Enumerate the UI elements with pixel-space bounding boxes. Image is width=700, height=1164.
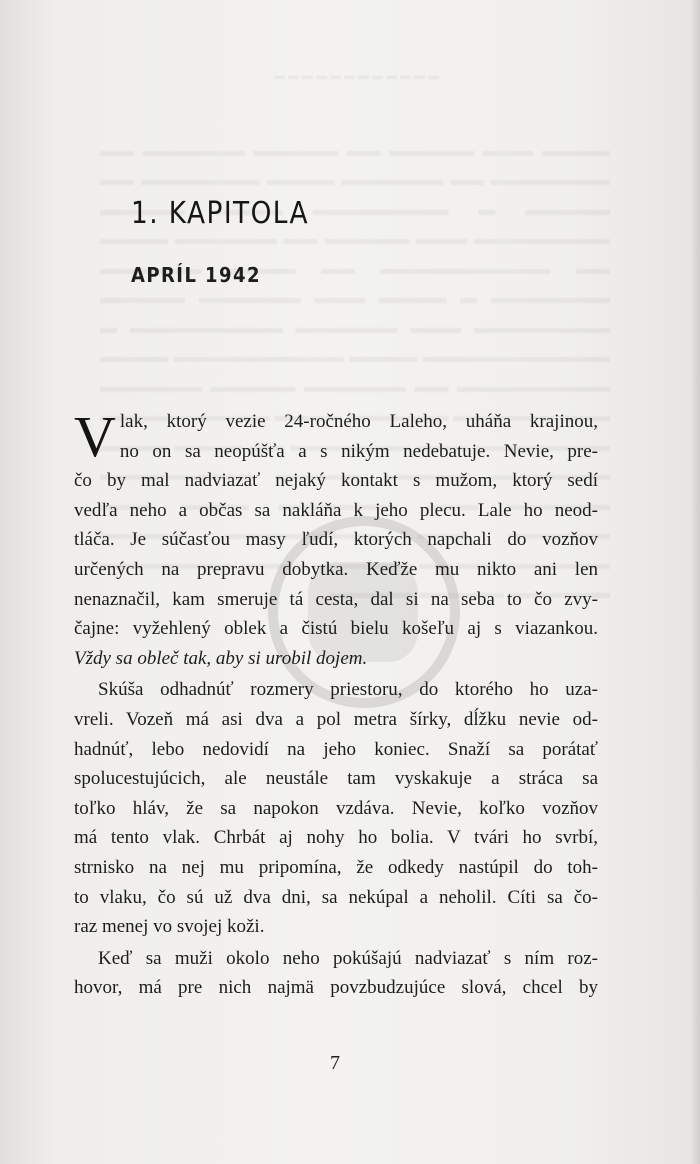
text-line: určených na prepravu dobytka. Keďže mu nikto ani len <box>74 558 598 580</box>
paragraph-3 <box>74 944 598 1003</box>
text-line: Skúša odhadnúť rozmery priestoru, do ktorého ho uza- <box>98 679 598 701</box>
text-line: toľko hláv, že sa napokon vzdáva. Nevie, koľko vozňov <box>74 797 598 819</box>
text-line: čajne: vyžehlený oblek a čistú bielu košeľu aj s viazankou. <box>74 618 598 640</box>
text-line: lak, ktorý vezie 24-ročného Laleho, uháňa krajinou, <box>119 411 598 432</box>
chapter-title: 1. KAPITOLA <box>131 196 309 231</box>
text-line: vreli. Vozeň má asi dva a pol metra šírky, dĺžku nevie od- <box>74 708 598 730</box>
text-line: no on sa neopúšťa a s nikým nedebatuje. Nevie, pre- <box>119 440 598 462</box>
text-line: vedľa neho a občas sa nakláňa k jeho plecu. Lale ho neod- <box>74 499 598 521</box>
paragraph-2 <box>74 675 598 941</box>
paragraph-1 <box>74 404 598 673</box>
italic-motto: Vždy sa obleč tak, aby si urobil dojem. <box>74 647 368 669</box>
text-line: strnisko na nej mu pripomína, že odkedy nastúpil do toh- <box>74 856 598 878</box>
text-line: spolucestujúcich, ale neustále tam vyskakuje a stráca sa <box>74 768 598 790</box>
text-line: to vlaku, čo sú už dva dni, sa nekúpal a neholil. Cíti sa čo- <box>74 886 598 908</box>
text-line: čo by mal nadviazať nejaký kontakt s mužom, ktorý sedí <box>74 470 598 492</box>
text-line: Keď sa muži okolo neho pokúšajú nadviazať s ním roz- <box>98 947 598 969</box>
chapter-date: APRÍL 1942 <box>131 263 261 287</box>
page-number: 7 <box>330 1052 340 1074</box>
body-text <box>74 404 598 1003</box>
text-line: má tento vlak. Chrbát aj nohy ho bolia. V tvári ho svrbí, <box>74 827 598 849</box>
text-line: hovor, má pre nich najmä povzbudzujúce slová, chcel by <box>74 977 598 999</box>
drop-cap: V <box>74 404 116 469</box>
text-line: nenaznačil, kam smeruje tá cesta, dal si na seba to čo zvy- <box>74 588 598 610</box>
text-line: tláča. Je súčasťou masy ľudí, ktorých napchali do vozňov <box>74 529 598 551</box>
text-line: raz menej vo svojej koži. <box>74 916 265 938</box>
text-line: hadnúť, lebo nedovidí na jeho koniec. Snaží sa porátať <box>74 738 598 760</box>
